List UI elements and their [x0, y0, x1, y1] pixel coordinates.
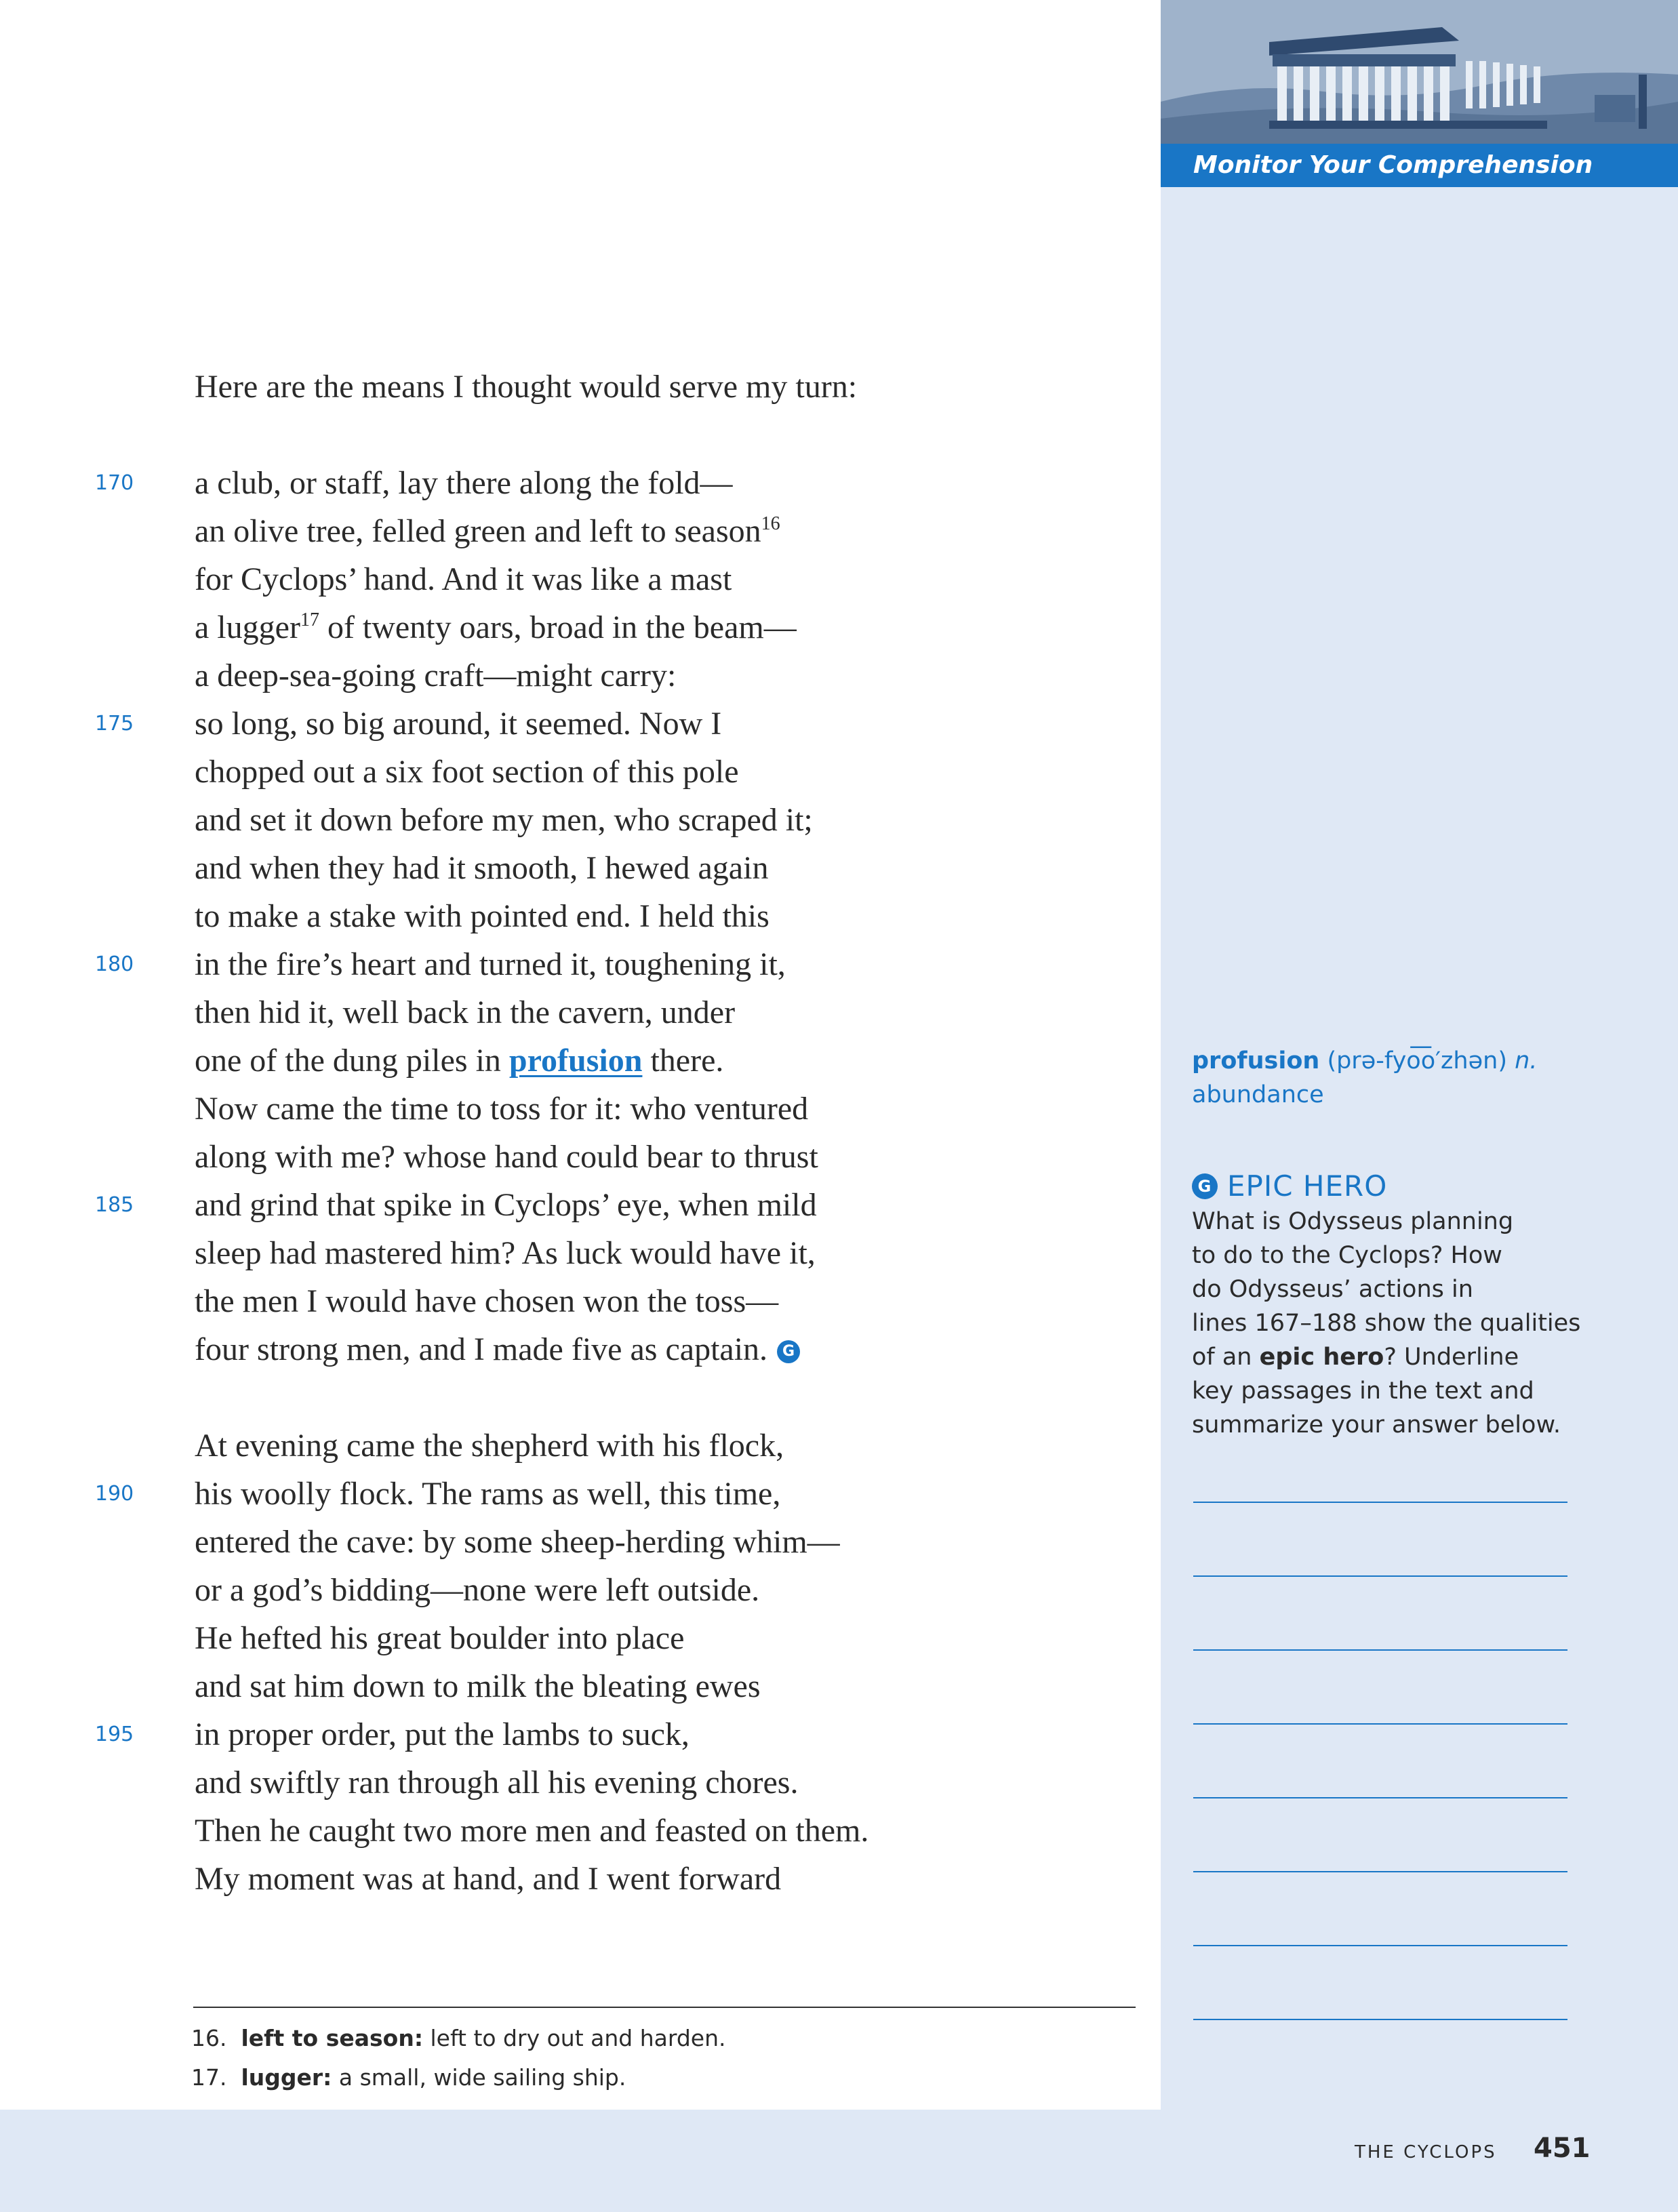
poem-line — [95, 1037, 1146, 1085]
line-text: and grind that spike in Cyclops’ eye, when mild — [195, 1187, 817, 1223]
line-number: 175 — [95, 712, 134, 736]
line-text — [195, 603, 797, 651]
line-number: 190 — [95, 1482, 134, 1506]
footnote-term: left to season: — [241, 2025, 424, 2051]
line-text — [195, 1325, 800, 1373]
answer-line[interactable] — [1193, 1723, 1567, 1725]
line-number: 170 — [95, 471, 134, 495]
line-text: Then he caught two more men and feasted on them. — [195, 1813, 869, 1849]
poem-line — [95, 1470, 1146, 1518]
line-text — [195, 507, 780, 555]
note-line: lines 167–188 show the qualities — [1192, 1310, 1581, 1337]
note-line: do Odysseus’ actions in — [1192, 1276, 1473, 1303]
poem-line — [95, 459, 1146, 507]
note-body — [1192, 1205, 1599, 1442]
line-segment: one of the dung piles in — [195, 1043, 509, 1079]
vocabulary-note — [1192, 1044, 1572, 1112]
poem-line — [95, 651, 1146, 700]
footnote — [191, 2058, 1127, 2097]
epic-hero-note — [1192, 1169, 1599, 1442]
note-heading — [1192, 1169, 1599, 1203]
poem-line — [95, 1758, 1146, 1807]
poem-line — [95, 1085, 1146, 1133]
line-text: or a god’s bidding—none were left outside. — [195, 1572, 760, 1608]
line-segment: of twenty oars, broad in the beam— — [319, 609, 797, 645]
poem-line — [95, 988, 1146, 1037]
answer-line[interactable] — [1193, 2019, 1567, 2020]
running-footer-title: THE CYCLOPS — [1355, 2142, 1497, 2163]
line-text: entered the cave: by some sheep-herding whim— — [195, 1524, 840, 1560]
line-text: then hid it, well back in the cavern, under — [195, 994, 736, 1030]
line-number: 180 — [95, 952, 134, 976]
vocab-link[interactable]: profusion — [508, 1043, 643, 1079]
line-text: his woolly flock. The rams as well, this time, — [195, 1476, 781, 1512]
line-segment: there. — [642, 1043, 724, 1079]
answer-line[interactable] — [1193, 1575, 1567, 1577]
line-text: a deep-sea-going craft—might carry: — [195, 658, 677, 693]
line-text: to make a stake with pointed end. I held this — [195, 898, 770, 934]
footnote-text: a small, wide sailing ship. — [332, 2064, 626, 2091]
poem-line — [95, 1518, 1146, 1566]
note-title: EPIC HERO — [1227, 1169, 1388, 1203]
line-text: a club, or staff, lay there along the fold— — [195, 465, 733, 501]
line-text: chopped out a six foot section of this pole — [195, 754, 739, 790]
answer-line[interactable] — [1193, 1797, 1567, 1798]
line-text: and when they had it smooth, I hewed again — [195, 850, 769, 886]
note-line: What is Odysseus planning — [1192, 1208, 1514, 1235]
line-text: and set it down before my men, who scraped it; — [195, 802, 813, 838]
footnote-number: 17. — [191, 2064, 227, 2091]
note-line — [1192, 1340, 1599, 1374]
line-segment: an olive tree, felled green and left to season — [195, 513, 761, 549]
poem-line — [95, 1662, 1146, 1710]
page-number: 451 — [1534, 2133, 1591, 2164]
footnote-ref: 17 — [300, 609, 319, 630]
line-number: 185 — [95, 1193, 134, 1217]
answer-line[interactable] — [1193, 1649, 1567, 1651]
poem-line — [95, 700, 1146, 748]
poem-line — [95, 1181, 1146, 1229]
footnote-term: lugger: — [241, 2064, 332, 2091]
note-badge: G — [1192, 1173, 1218, 1199]
poem-line — [95, 1807, 1146, 1855]
answer-lines[interactable] — [1193, 1502, 1567, 2093]
poem-line — [95, 1614, 1146, 1662]
poem-line — [95, 1277, 1146, 1325]
note-line: to do to the Cyclops? How — [1192, 1242, 1502, 1269]
note-line: key passages in the text and — [1192, 1378, 1534, 1405]
vocab-word: profusion — [1192, 1047, 1320, 1074]
footnote-number: 16. — [191, 2025, 227, 2051]
footnotes — [191, 2019, 1127, 2097]
line-number: 195 — [95, 1723, 134, 1746]
note-text: of an — [1192, 1344, 1260, 1371]
line-text: and swiftly ran through all his evening chores. — [195, 1765, 799, 1801]
poem-line — [95, 1229, 1146, 1277]
vocab-pos: n. — [1515, 1047, 1538, 1074]
vocab-definition: abundance — [1192, 1081, 1324, 1108]
poem-line — [95, 940, 1146, 988]
poem-line — [95, 748, 1146, 796]
poem-line — [95, 1325, 1146, 1373]
poem-line — [95, 1710, 1146, 1758]
line-text: Here are the means I thought would serve my turn: — [195, 369, 858, 405]
poem-text — [95, 363, 1146, 1903]
vocab-pronunciation: (prə-fyo͞o′zhən) — [1327, 1047, 1507, 1074]
footnote-divider — [193, 2007, 1136, 2008]
parthenon-image — [1161, 0, 1678, 144]
line-text: in proper order, put the lambs to suck, — [195, 1716, 690, 1752]
note-marker-badge: G — [777, 1340, 800, 1363]
line-text: in the fire’s heart and turned it, toughening it, — [195, 946, 786, 982]
note-line: summarize your answer below. — [1192, 1411, 1561, 1439]
line-text: so long, so big around, it seemed. Now I — [195, 706, 722, 742]
poem-line — [95, 1422, 1146, 1470]
line-segment: a lugger — [195, 609, 300, 645]
footnote-text: left to dry out and harden. — [423, 2025, 726, 2051]
poem-line — [95, 796, 1146, 844]
poem-line — [95, 603, 1146, 651]
note-text: ? Underline — [1384, 1344, 1519, 1371]
footnote — [191, 2019, 1127, 2058]
poem-line — [95, 507, 1146, 555]
answer-line[interactable] — [1193, 1871, 1567, 1872]
note-term: epic hero — [1259, 1344, 1384, 1371]
line-text: along with me? whose hand could bear to thrust — [195, 1139, 818, 1175]
poem-line — [95, 555, 1146, 603]
line-text: and sat him down to milk the bleating ewes — [195, 1668, 761, 1704]
poem-line — [95, 1855, 1146, 1903]
line-text: At evening came the shepherd with his flock, — [195, 1428, 784, 1464]
poem-line — [95, 1133, 1146, 1181]
banner-label: Monitor Your Comprehension — [1161, 144, 1678, 187]
line-segment: four strong men, and I made five as captain. — [195, 1331, 768, 1367]
line-text: My moment was at hand, and I went forward — [195, 1861, 782, 1897]
answer-line[interactable] — [1193, 1502, 1567, 1503]
poem-line — [95, 892, 1146, 940]
footnote-ref: 16 — [761, 513, 780, 534]
line-text — [195, 1037, 723, 1085]
line-text: Now came the time to toss for it: who ventured — [195, 1091, 809, 1127]
poem-line — [95, 844, 1146, 892]
line-text: for Cyclops’ hand. And it was like a mast — [195, 561, 732, 597]
line-text: sleep had mastered him? As luck would have it, — [195, 1235, 816, 1271]
poem-line — [95, 363, 1146, 411]
line-text: He hefted his great boulder into place — [195, 1620, 685, 1656]
line-text: the men I would have chosen won the toss— — [195, 1283, 779, 1319]
answer-line[interactable] — [1193, 1945, 1567, 1946]
poem-line — [95, 1566, 1146, 1614]
